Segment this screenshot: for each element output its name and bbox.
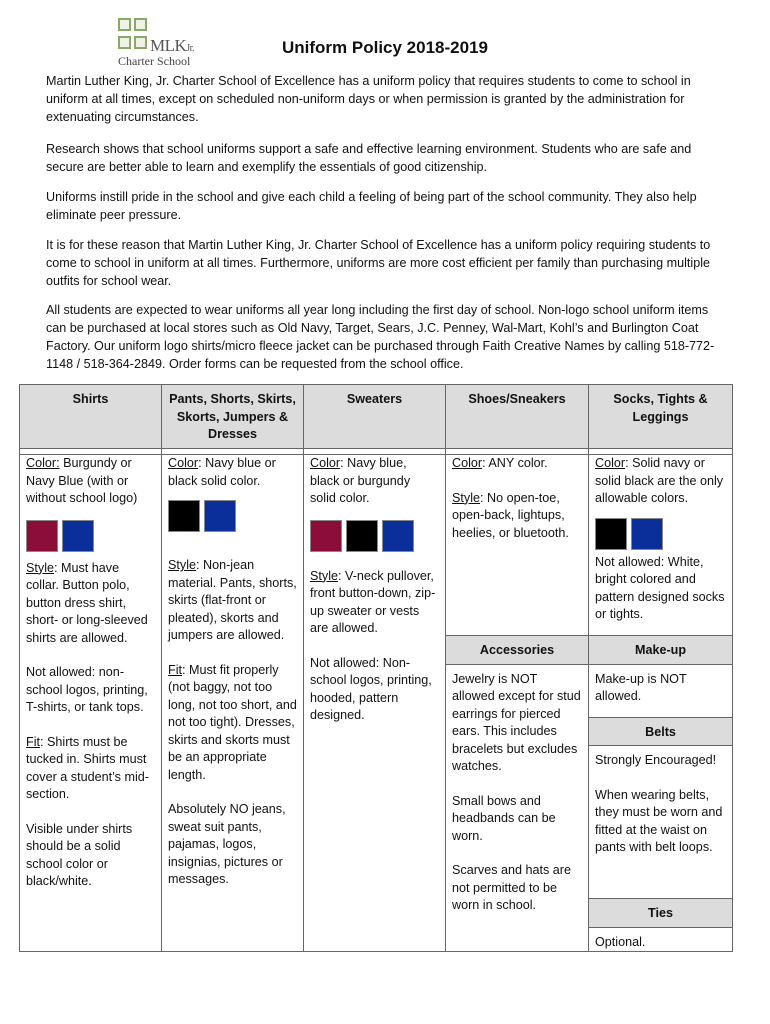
uniform-table: [19, 384, 733, 952]
logo-square: [134, 18, 147, 31]
sweaters-color: Color: Navy blue, black or burgundy solid color.: [310, 456, 411, 505]
black-swatch: [595, 518, 627, 550]
pants-cell: [162, 455, 304, 952]
header-pants: Pants, Shorts, Skirts, Skorts, Jumpers & Dresses: [162, 385, 304, 449]
belts-header: Belts: [589, 717, 732, 747]
header-shirts: Shirts: [20, 385, 162, 449]
shirts-fit: Fit: Shirts must be tucked in. Shirts must cover a student’s mid-section.: [26, 734, 149, 801]
sweaters-style: Style: V-neck pullover, front button-down, zip-up sweater or vests are allowed.: [310, 568, 436, 635]
purchase-paragraph: All students are expected to wear uniforms all year long including the first day of school. Non-logo school uniform items can be purchased at local stores such as Old Navy, Target, Sears, J.C. Penney, Wal-Mart, Kohl’s and Burlington Coat Factory. Our uniform logo shirts/micro fleece jacket can be purchased through Faith Creative Names by calling 518-772-1148 / 518-364-2849. Order forms can be requested from the school office.: [46, 303, 715, 371]
makeup-header: Make-up: [589, 635, 732, 665]
header-socks: Socks, Tights & Leggings: [589, 385, 733, 449]
burgundy-swatch: [310, 520, 342, 552]
sweaters-not-allowed: Not allowed: Non-school logos, printing, hooded, pattern designed.: [310, 655, 432, 722]
burgundy-swatch: [26, 520, 58, 552]
pants-color: Color: Navy blue or black solid color.: [168, 456, 276, 488]
pants-no-jeans: Absolutely NO jeans, sweat suit pants, pajamas, logos, insignias, pictures or messages.: [168, 802, 286, 886]
socks-color: Color: Solid navy or solid black are the only allowable colors.: [595, 456, 724, 505]
shirts-not-allowed: Not allowed: non-school logos, printing, T-shirts, or tank tops.: [26, 665, 148, 714]
logo-text: MLKJr.: [150, 36, 194, 55]
shirts-cell: [20, 455, 162, 952]
pride-paragraph: Uniforms instill pride in the school and give each child a feeling of being part of the school community. They also help eliminate peer pressure.: [46, 190, 697, 222]
navy-swatch: [62, 520, 94, 552]
accessories-jewelry: Jewelry is NOT allowed except for stud earrings for pierced ears. This includes bracelets but excludes watches.: [452, 671, 581, 773]
black-swatch: [346, 520, 378, 552]
shirts-swatches: [26, 520, 155, 552]
shoes-style: Style: No open-toe, open-back, lightups, heelies, or bluetooth.: [452, 490, 569, 540]
research-paragraph: Research shows that school uniforms support a safe and effective learning environment. Students who are safe and secure are better able to learn and exemplify the essentials of good citizenship.: [46, 142, 692, 174]
table-header-row: [20, 385, 733, 449]
logo-subtext: Charter School: [118, 54, 191, 68]
header-shoes: Shoes/Sneakers: [446, 385, 589, 449]
pants-swatches: [168, 500, 297, 532]
belts-text: When wearing belts, they must be worn and fitted at the waist on pants with belt loops.: [595, 787, 723, 854]
intro-paragraph: Martin Luther King, Jr. Charter School of Excellence has a uniform policy that requires students to come to school in uniform at all times, except on scheduled non-uniform days or when permission is granted by the administration for extenuating circumstances.: [46, 74, 691, 124]
accessories-header: Accessories: [446, 635, 588, 665]
shirts-under: Visible under shirts should be a solid school color or black/white.: [26, 821, 133, 888]
ties-header: Ties: [589, 898, 732, 928]
socks-cell: [589, 455, 733, 952]
pants-style: Style: Non-jean material. Pants, shorts, skirts (flat-front or pleated), skorts and jumpers are allowed.: [168, 558, 297, 642]
sweaters-swatches: [310, 520, 439, 552]
header-sweaters: Sweaters: [304, 385, 446, 449]
page-title: Uniform Policy 2018-2019: [282, 38, 488, 57]
table-body-row: [20, 455, 733, 952]
socks-not-allowed: Not allowed: White, bright colored and pattern designed socks or tights.: [595, 554, 725, 621]
accessories-scarves: Scarves and hats are not permitted to be worn in school.: [452, 863, 572, 912]
shoes-cell: [446, 455, 589, 952]
sweaters-cell: [304, 455, 446, 952]
navy-swatch: [204, 500, 236, 532]
makeup-text: Make-up is NOT allowed.: [595, 671, 687, 703]
ties-text: Optional.: [595, 934, 646, 949]
reason-paragraph: It is for these reason that Martin Luther King, Jr. Charter School of Excellence has a uniform policy requiring students to come to school in uniform at all times. Furthermore, uniforms are more cost efficient per family than purchasing multiple outfits for school wear.: [46, 238, 711, 288]
navy-swatch: [631, 518, 663, 550]
shirts-color: Color: Burgundy or Navy Blue (with or without school logo): [26, 456, 138, 505]
black-swatch: [168, 500, 200, 532]
shoes-color: Color: ANY color.: [452, 456, 548, 470]
navy-swatch: [382, 520, 414, 552]
shirts-style: Style: Must have collar. Button polo, button dress shirt, short- or long-sleeved shirts are allowed.: [26, 560, 148, 645]
belts-encouraged: Strongly Encouraged!: [595, 753, 717, 767]
socks-swatches: [595, 518, 726, 550]
logo-square: [118, 18, 131, 31]
accessories-bows: Small bows and headbands can be worn.: [452, 793, 556, 843]
pants-fit: Fit: Must fit properly (not baggy, not too long, not too short, and not too tight). Dresses, skirts and skorts must be an appropriate length.: [168, 662, 297, 782]
